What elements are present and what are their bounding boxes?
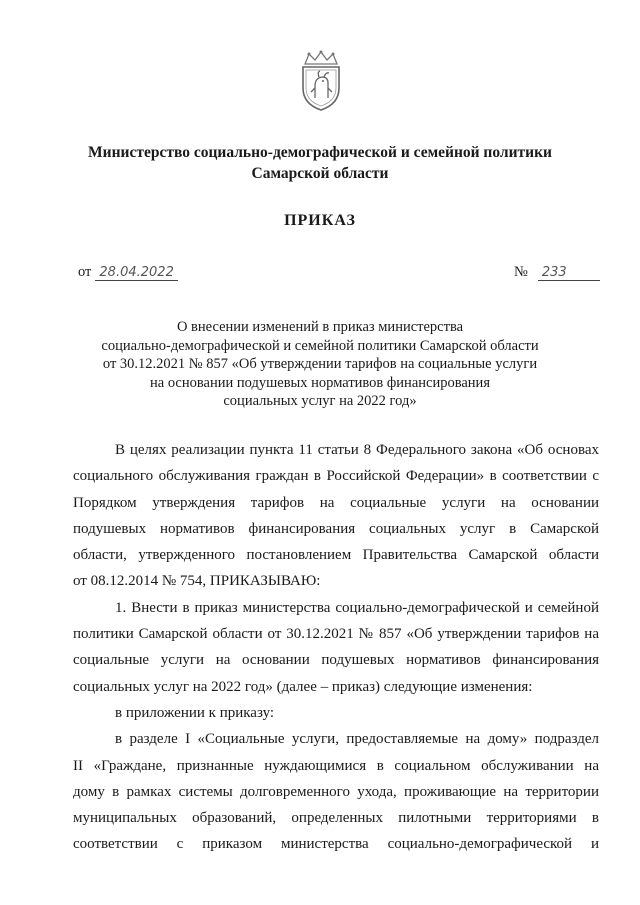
ministry-name [60, 142, 580, 184]
body-line: от 08.12.2014 № 754, ПРИКАЗЫВАЮ: [73, 573, 321, 590]
body-line: области, утвержденного постановлением Правительства Самарской области [73, 547, 599, 564]
body-line: социальных услуг на 2022 год» (далее – приказ) следующие изменения: [73, 678, 533, 695]
body-line: политики Самарской области от 30.12.2021 № 857 «Об утверждении тарифов на [73, 626, 599, 643]
body-line: подушевых нормативов финансирования социальных услуг в Самарской [73, 520, 599, 537]
body-line: муниципальных образований, определенных пилотными территориями в [73, 810, 599, 827]
subject-line: на основании подушевых нормативов финансирования [150, 374, 490, 391]
number-handwritten: 233 [538, 265, 600, 281]
body-line: в приложении к приказу: [115, 704, 275, 721]
order-number [514, 264, 600, 281]
number-prefix: № [514, 264, 528, 280]
ministry-name-line1: Министерство социально-демографической и семейной политики [88, 144, 552, 161]
date-handwritten: 28.04.2022 [95, 265, 177, 281]
order-title: ПРИКАЗ [284, 212, 356, 229]
body-line: 1. Внести в приказ министерства социально-демографической и семейной [115, 599, 599, 616]
body-line: дому в рамках системы долговременного ухода, проживающие на территории [73, 783, 599, 800]
body-line: В целях реализации пункта 11 статьи 8 Федерального закона «Об основах [115, 442, 599, 458]
body-line: в разделе I «Социальные услуги, предоставляемые на дому» подраздел [115, 731, 599, 748]
body-line: социальные услуги на основании подушевых нормативов финансирования [73, 652, 599, 669]
coat-of-arms-emblem [295, 50, 347, 112]
subject-line: социальных услуг на 2022 год» [223, 393, 417, 409]
ministry-name-line2: Самарской области [251, 165, 389, 182]
body-line: II «Граждане, признанные нуждающимися в социальном обслуживании на [73, 757, 599, 774]
subject-line: от 30.12.2021 № 857 «Об утверждении тарифов на социальные услуги [102, 356, 538, 372]
order-subject [80, 318, 560, 411]
body-line: соответствии с приказом министерства социально-демографической и [73, 836, 599, 853]
subject-line: социально-демографической и семейной политики Самарской области [101, 337, 539, 354]
order-body [73, 437, 599, 858]
date-prefix: от [78, 264, 92, 280]
subject-line: О внесении изменений в приказ министерства [176, 319, 464, 335]
body-line: социального обслуживания граждан в Российской Федерации» в соответствии с [73, 468, 599, 485]
body-line: Порядком утверждения тарифов на социальные услуги на основании [73, 494, 599, 511]
order-date [78, 264, 178, 281]
